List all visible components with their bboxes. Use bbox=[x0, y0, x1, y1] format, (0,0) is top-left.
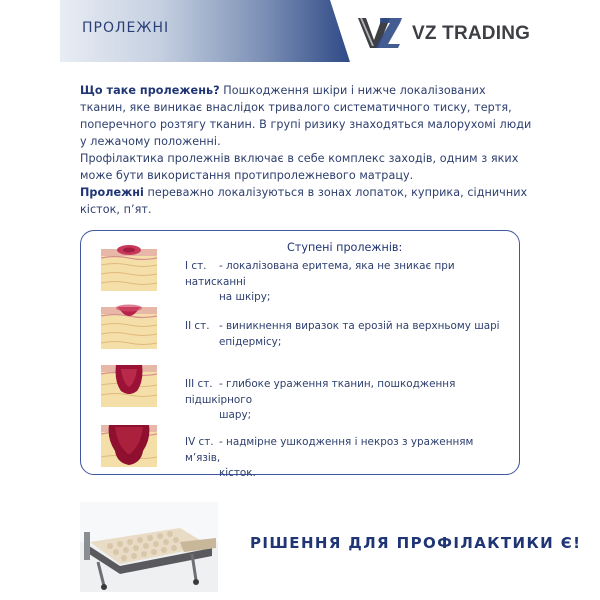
stages-heading: Ступені пролежнів: bbox=[287, 241, 403, 254]
definition-question: Що таке пролежень? bbox=[80, 84, 220, 97]
slogan: РІШЕННЯ ДЛЯ ПРОФІЛАКТИКИ Є! bbox=[250, 534, 582, 552]
hospital-bed-image bbox=[80, 502, 218, 592]
stage-description: - локалізована еритема, яка не зникає при натисканні bbox=[185, 260, 455, 288]
localization-paragraph bbox=[80, 184, 532, 218]
stage-number: I ст. bbox=[185, 260, 207, 272]
definition-paragraph bbox=[80, 82, 532, 150]
stage-number: III ст. bbox=[185, 378, 213, 390]
page-header bbox=[60, 0, 540, 62]
stage-description: - глибоке ураження тканин, пошкодження підшкірного bbox=[185, 378, 456, 406]
stage-description: - надмірне ушкодження і некроз з ураженням м’язів, bbox=[185, 436, 474, 464]
stage-item bbox=[185, 319, 505, 350]
vz-logo-icon bbox=[356, 14, 404, 50]
skin-layer-stage-4-icon bbox=[101, 417, 157, 467]
prevention-paragraph: Профілактика пролежнів включає в себе комплекс заходів, одним з яких може бути використання протипролежневого матрацу. bbox=[80, 152, 519, 182]
stage-description-cont: кісток. bbox=[219, 467, 256, 479]
stage-item bbox=[185, 377, 505, 424]
stage-description-cont: на шкіру; bbox=[219, 291, 271, 303]
stage-number: IV ст. bbox=[185, 436, 214, 448]
stage-item bbox=[185, 435, 505, 482]
section-title: ПРОЛЕЖНІ bbox=[82, 20, 170, 36]
localization-term: Пролежні bbox=[80, 186, 144, 199]
stage-description-cont: епідермісу; bbox=[219, 335, 282, 348]
stage-item bbox=[185, 259, 505, 306]
skin-layer-stage-1-icon bbox=[101, 241, 157, 291]
skin-layer-stage-3-icon bbox=[101, 357, 157, 407]
stage-description-cont: шару; bbox=[219, 409, 252, 421]
stage-description: - виникнення виразок та ерозій на верхньому шарі bbox=[219, 320, 500, 332]
stage-number: II ст. bbox=[185, 320, 210, 332]
definition-text: Пошкодження шкіри і нижче локалізованих тканин, яке виникає внаслідок тривалого систематичного тиску, тертя, поперечного розтягу тканин. В групі ризику знаходяться малорухомі люди у лежачому положенні. bbox=[80, 84, 532, 148]
intro-section bbox=[80, 82, 532, 218]
localization-text: переважно локалізуються в зонах лопаток, куприка, сідничних кісток, п’ят. bbox=[80, 186, 528, 216]
stages-panel bbox=[80, 230, 520, 479]
brand-logo bbox=[356, 14, 540, 50]
brand-name: VZ TRADING bbox=[412, 23, 531, 44]
skin-layer-stage-2-icon bbox=[101, 299, 157, 349]
